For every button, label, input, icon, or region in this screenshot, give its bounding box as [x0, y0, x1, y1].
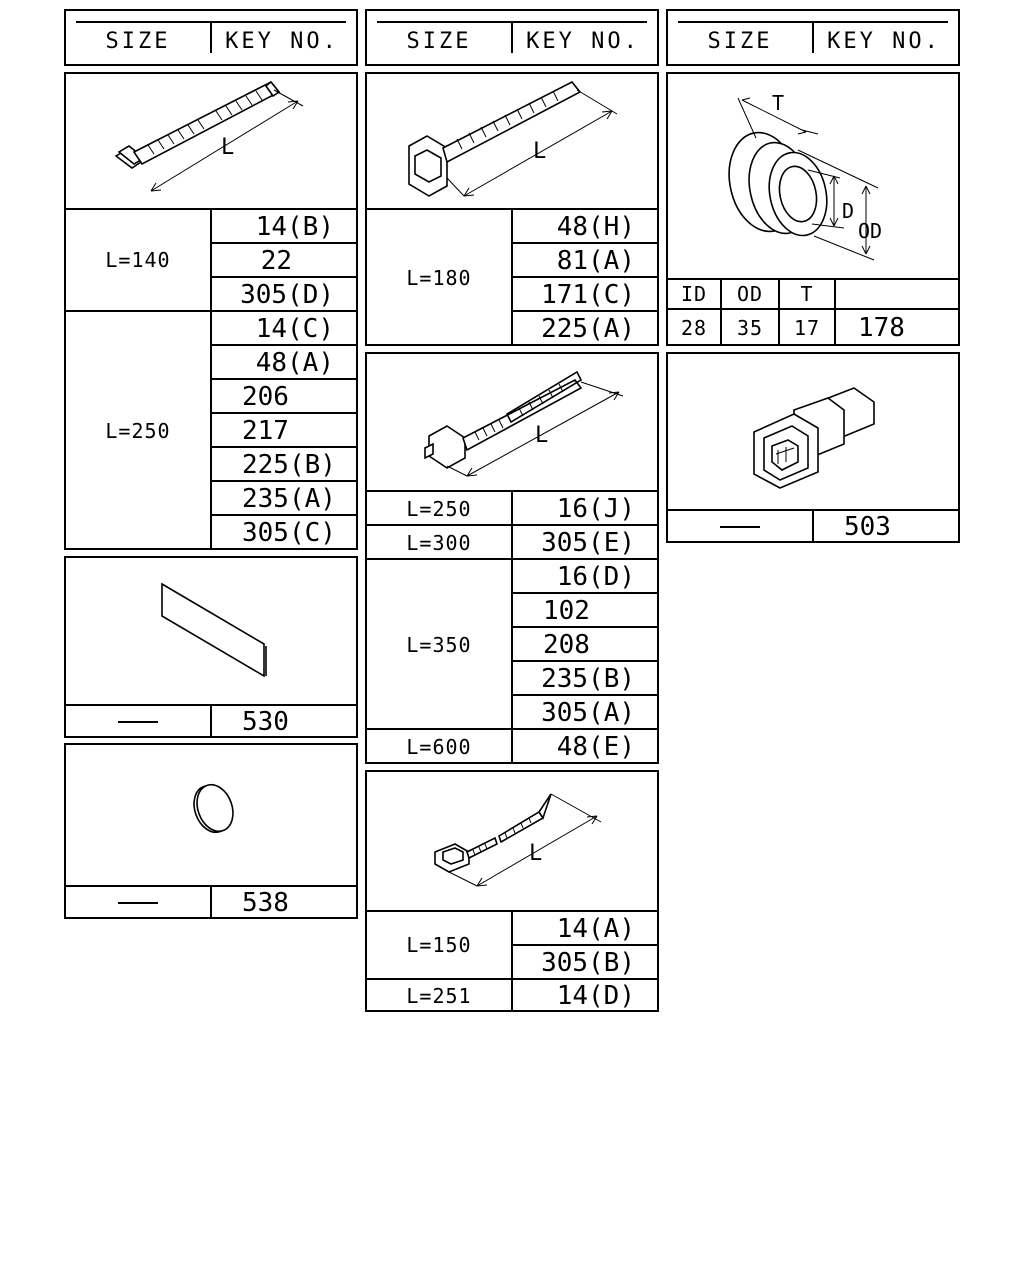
plate-drawing: [66, 558, 356, 704]
grommet-header-id: ID: [680, 282, 708, 306]
size-cell: L=350: [406, 633, 472, 657]
key-cell: 305(C): [242, 518, 336, 548]
key-cell: 208: [543, 630, 590, 660]
disc-drawing: [66, 745, 356, 885]
key-cell: 16(J): [556, 494, 635, 524]
key-cell: 102: [543, 596, 590, 626]
plate-panel: [64, 556, 358, 738]
size-cell: L=250: [105, 419, 171, 443]
grommet-drawing: [668, 74, 958, 278]
dim-label-l: L: [535, 423, 549, 448]
cable-tie-3-drawing: [367, 354, 657, 492]
size-cell: L=180: [406, 266, 472, 290]
header-col3: [666, 9, 960, 66]
disc-panel: [64, 743, 358, 919]
dim-label-l: L: [533, 139, 547, 164]
key-cell: 14(A): [556, 914, 635, 944]
grommet-value-id: 28: [680, 316, 708, 340]
dim-label-l: L: [529, 841, 543, 866]
dim-label-l: L: [221, 135, 235, 160]
key-cell: 171(C): [541, 280, 635, 310]
grommet-value-od: 35: [736, 316, 764, 340]
key-cell: 16(D): [556, 562, 635, 592]
key-cell: 14(B): [255, 212, 334, 242]
dim-label-od: OD: [858, 219, 883, 243]
size-dash: [66, 887, 210, 919]
key-cell: 48(E): [556, 732, 635, 762]
cable-tie-1-drawing: [66, 74, 356, 210]
cable-tie-2-drawing: [367, 74, 657, 210]
cable-tie-3-panel: [365, 352, 659, 764]
key-cell: 305(A): [541, 698, 635, 728]
key-cell: 206: [242, 382, 289, 412]
grommet-header-t: T: [800, 282, 814, 306]
key-cell: 225(A): [541, 314, 635, 344]
header-key-no: KEY NO.: [827, 28, 941, 54]
grommet-panel: [666, 72, 960, 346]
key-cell: 14(C): [255, 314, 334, 344]
grommet-value-key: 178: [858, 313, 905, 343]
size-cell: L=150: [406, 933, 472, 957]
key-cell: 305(D): [240, 280, 334, 310]
header-col1: [64, 9, 358, 66]
size-cell: L=600: [406, 735, 472, 759]
size-cell: L=251: [406, 984, 472, 1008]
header-size: SIZE: [707, 28, 773, 54]
key-cell: 48(H): [556, 212, 635, 242]
grommet-header-od: OD: [736, 282, 764, 306]
key-cell: 235(A): [242, 484, 336, 514]
key-cell: 14(D): [556, 981, 635, 1011]
size-dash: [66, 706, 210, 738]
header-key-no: KEY NO.: [225, 28, 339, 54]
key-cell: 235(B): [541, 664, 635, 694]
key-cell: 217: [242, 416, 289, 446]
dim-label-t: T: [772, 91, 785, 115]
key-cell: 81(A): [556, 246, 635, 276]
dim-label-d: D: [842, 199, 855, 223]
key-cell: 48(A): [255, 348, 334, 378]
size-cell: L=140: [105, 248, 171, 272]
cable-tie-4-panel: [365, 770, 659, 1012]
connector-panel: [666, 352, 960, 543]
cable-tie-4-drawing: [367, 772, 657, 910]
cable-tie-2-panel: [365, 72, 659, 346]
key-cell: 503: [844, 512, 891, 542]
grommet-header-key: [836, 280, 958, 308]
key-cell: 305(E): [541, 528, 635, 558]
header-key-no: KEY NO.: [526, 28, 640, 54]
size-dash: [668, 511, 812, 543]
key-cell: 225(B): [242, 450, 336, 480]
size-cell: L=300: [406, 531, 472, 555]
header-size: SIZE: [406, 28, 472, 54]
size-cell: L=250: [406, 497, 472, 521]
connector-drawing: [668, 354, 958, 510]
key-cell: 22: [260, 246, 292, 276]
grommet-value-t: 17: [793, 316, 821, 340]
header-col2: [365, 9, 659, 66]
key-cell: 305(B): [541, 948, 635, 978]
key-cell: 530: [242, 707, 289, 737]
header-size: SIZE: [105, 28, 171, 54]
key-cell: 538: [242, 888, 289, 918]
cable-tie-1-panel: [64, 72, 358, 550]
